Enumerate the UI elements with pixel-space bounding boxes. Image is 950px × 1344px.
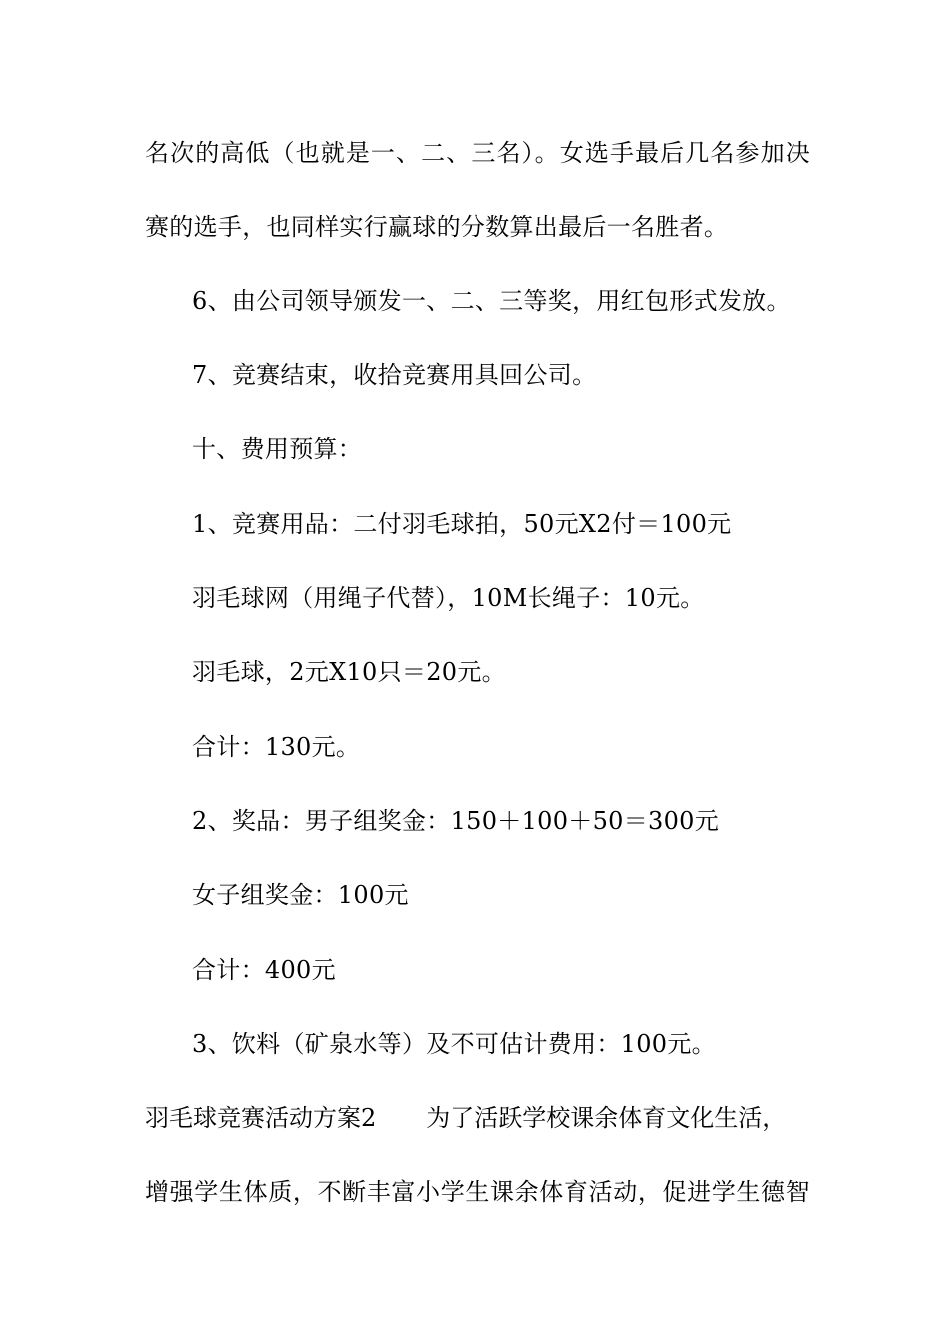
budget-item-1-net: 羽毛球网（用绳子代替），10M长绳子：10元。 (192, 584, 705, 612)
budget-item-1-total: 合计：130元。 (192, 733, 361, 761)
paragraph-line-4: 7、竞赛结束，收拾竞赛用具回公司。 (192, 361, 597, 389)
section-title: 羽毛球竞赛活动方案2 (145, 1104, 377, 1132)
budget-item-1: 1、竞赛用品：二付羽毛球拍，50元X2付＝100元 (192, 510, 732, 538)
section-intro-text: 为了活跃学校课余体育文化生活， (426, 1104, 787, 1132)
budget-item-1-shuttle: 羽毛球，2元X10只＝20元。 (192, 658, 506, 686)
paragraph-line-1: 名次的高低（也就是一、二、三名）。女选手最后几名参加决 (145, 139, 810, 167)
section-heading-line (145, 1103, 810, 1133)
budget-item-2: 2、奖品：男子组奖金：150＋100＋50＝300元 (192, 807, 720, 835)
budget-item-2-total: 合计：400元 (192, 956, 336, 984)
paragraph-line-3: 6、由公司领导颁发一、二、三等奖，用红包形式发放。 (192, 287, 791, 315)
budget-item-2-women: 女子组奖金：100元 (192, 881, 409, 909)
paragraph-line-2: 赛的选手，也同样实行赢球的分数算出最后一名胜者。 (145, 213, 729, 241)
budget-heading: 十、费用预算： (192, 435, 363, 463)
budget-item-3: 3、饮料（矿泉水等）及不可估计费用：100元。 (192, 1030, 716, 1058)
paragraph-line-last: 增强学生体质，不断丰富小学生课余体育活动，促进学生德智 (145, 1178, 810, 1206)
